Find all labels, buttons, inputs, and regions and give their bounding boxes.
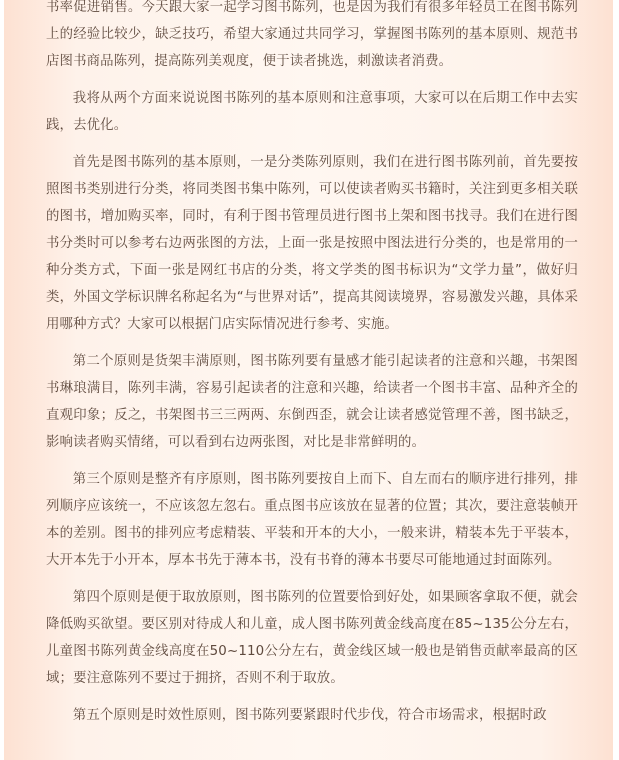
article-body bbox=[46, 0, 578, 739]
paragraph-principle-full-shelves: 第二个原则是货架丰满原则，图书陈列要有量感才能引起读者的注意和兴趣，书架图书琳琅满目，陈列丰满，容易引起读者的注意和兴趣，给读者一个图书丰富、品种齐全的直观印象；反之，书架图书三三两两、东倒西歪，就会让读者感觉管理不善，图书缺乏，影响读者购买情绪，可以看到右边两张图，对比是非常鲜明的。 bbox=[46, 354, 578, 450]
article-page bbox=[4, 0, 613, 760]
paragraph-principle-timeliness: 第五个原则是时效性原则，图书陈列要紧跟时代步伐，符合市场需求，根据时政 bbox=[72, 708, 547, 723]
paragraph-overview: 我将从两个方面来说说图书陈列的基本原则和注意事项，大家可以在后期工作中去实践，去优化。 bbox=[46, 91, 578, 133]
paragraph-intro: 书率促进销售。今天跟大家一起学习图书陈列，也是因为我们有很多年轻员工在图书陈列上的经验比较少，缺乏技巧，希望大家通过共同学习，掌握图书陈列的基本原则、规范书店图书商品陈列，提高陈列美观度，便于读者挑选，刺激读者消费。 bbox=[46, 0, 578, 69]
paragraph-principle-orderly: 第三个原则是整齐有序原则，图书陈列要按自上而下、自左而右的顺序进行排列，排列顺序应该统一，不应该忽左忽右。重点图书应该放在显著的位置；其次，要注意装帧开本的差别。图书的排列应考虑精装、平装和开本的大小，一般来讲，精装本先于平装本，大开本先于小开本，厚本书先于薄本书，没有书脊的薄本书要尽可能地通过封面陈列。 bbox=[46, 472, 578, 568]
paragraph-principle-classification: 首先是图书陈列的基本原则，一是分类陈列原则，我们在进行图书陈列前，首先要按照图书类别进行分类，将同类图书集中陈列，可以使读者购买书籍时，关注到更多相关联的图书，增加购买率，同时，有利于图书管理员进行图书上架和图书找寻。我们在进行图书分类时可以参考右边两张图的方法，上面一张是按照中图法进行分类的，也是常用的一种分类方式，下面一张是网红书店的分类，将文学类的图书标识为“文学力量”，做好归类，外国文学标识牌名称起名为“与世界对话”，提高其阅读境界，容易激发兴趣，具体采用哪种方式？大家可以根据门店实际情况进行参考、实施。 bbox=[46, 155, 578, 332]
paragraph-principle-easy-access: 第四个原则是便于取放原则，图书陈列的位置要恰到好处，如果顾客拿取不便，就会降低购买欲望。要区别对待成人和儿童，成人图书陈列黄金线高度在85~135公分左右，儿童图书陈列黄金线高度在50~110公分左右，黄金线区域一般也是销售贡献率最高的区域；要注意陈列不要过于拥挤，否则不利于取放。 bbox=[46, 590, 578, 686]
